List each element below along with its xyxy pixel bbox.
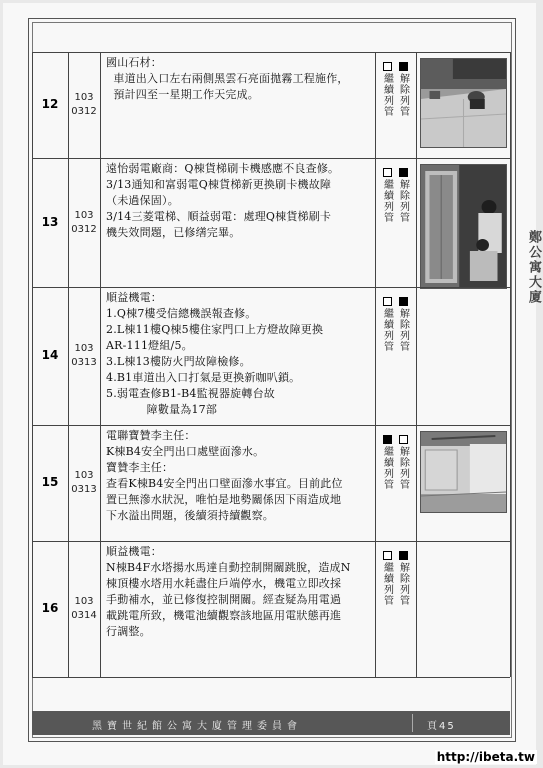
continue-checkbox[interactable]: [383, 168, 392, 177]
row-date: [68, 342, 100, 370]
date-year: 103: [74, 343, 94, 354]
status-continue[interactable]: [381, 551, 393, 606]
date-month-day: 0312: [71, 223, 97, 235]
release-label: 解除列管: [397, 73, 409, 117]
content-text: 順益機電： 1.Q棟7樓受信總機誤報查修。 2.L棟11樓Q棟5樓住家門口上方燈故障更換 AR-111燈組/5。 3.L棟13樓防火門故障檢修。 4.B1車道出入口打氣是更換新咖叭鎖。 5.弱電查修B1-B4監視器旋轉台故 障數量為17部: [106, 291, 324, 416]
content-text: 順益機電： N棟B4F水塔揚水馬達自動控制開關跳脫，造成N 棟頂樓水塔用水耗盡住戶端停水，機電立即改採 手動補水，並已修復控制開關。經查疑為用電過 載跳電所致，機電池續觀察該地區用電狀態再進 行調整。: [106, 545, 351, 638]
status-release[interactable]: [397, 551, 409, 606]
row-date: [68, 469, 100, 497]
footer-divider: [412, 714, 413, 732]
row-content: [100, 158, 375, 287]
footer-title: 黑寶世紀館公寓大廈管理委員會: [92, 721, 302, 732]
continue-label: 繼續列管: [381, 179, 393, 223]
release-checkbox[interactable]: [399, 62, 408, 71]
row-content: [100, 287, 375, 425]
continue-label: 繼續列管: [381, 308, 393, 352]
date-month-day: 0312: [71, 106, 97, 117]
content-text: 遠怡弱電廠商：Q棟貨梯刷卡機感應不良查修。 3/13通知和富弱電Q棟貨梯新更換刷卡機故障 （未過保固）。 3/14三菱電梯、順益弱電：處理Q棟貨梯刷卡 機失效問題，已修缮完畢。: [106, 162, 340, 239]
row-date: [68, 209, 100, 237]
row-content: [100, 541, 375, 677]
date-month-day: 0313: [71, 484, 97, 495]
release-checkbox[interactable]: [399, 168, 408, 177]
status-continue[interactable]: [381, 62, 393, 117]
date-month-day: 0314: [71, 610, 97, 621]
status-continue[interactable]: [381, 435, 393, 490]
row-date: [68, 91, 100, 119]
watermark: http://ibeta.tw: [436, 750, 535, 764]
release-label: 解除列管: [397, 446, 409, 490]
row-separator: [32, 677, 510, 678]
column-divider: [416, 52, 417, 677]
footer-bar: [32, 711, 510, 735]
row-number: 13: [41, 214, 59, 229]
row-number: 14: [41, 348, 59, 362]
continue-checkbox[interactable]: [383, 297, 392, 306]
status-release[interactable]: [397, 435, 409, 490]
row-number: 16: [41, 601, 59, 615]
status-continue[interactable]: [381, 297, 393, 352]
date-year: 103: [74, 209, 94, 221]
continue-label: 繼續列管: [381, 73, 393, 117]
release-checkbox[interactable]: [399, 435, 408, 444]
row-date: [68, 595, 100, 623]
release-checkbox[interactable]: [399, 297, 408, 306]
date-year: 103: [74, 596, 94, 607]
release-label: 解除列管: [397, 179, 409, 223]
continue-label: 繼續列管: [381, 446, 393, 490]
release-checkbox[interactable]: [399, 551, 408, 560]
side-stamp: 鄭公寓大廈: [526, 230, 541, 305]
stone-polishing-photo: [420, 58, 507, 148]
continue-checkbox[interactable]: [383, 62, 392, 71]
continue-checkbox[interactable]: [383, 551, 392, 560]
date-year: 103: [74, 92, 94, 103]
status-release[interactable]: [397, 62, 409, 117]
elevator-repair-photo: [420, 164, 507, 289]
column-divider: [32, 52, 33, 677]
release-label: 解除列管: [397, 562, 409, 606]
basement-door-photo: [420, 431, 507, 513]
date-year: 103: [74, 470, 94, 481]
status-release[interactable]: [397, 168, 409, 223]
row-number: 15: [41, 475, 59, 489]
row-number: 12: [41, 97, 59, 111]
column-divider: [100, 52, 101, 677]
continue-checkbox[interactable]: [383, 435, 392, 444]
content-text: 電聯寶贊李主任： K棟B4安全門出口處壁面滲水。 寶贊李主任： 查看K棟B4安全門出口壁面滲水事宜。目前此位 置已無滲水狀況，唯怕是地勢關係因下雨造成地 下水溢出問題，後續須持續觀察。: [106, 429, 343, 522]
page-number: 頁45: [427, 721, 456, 732]
column-divider: [510, 52, 511, 677]
column-divider: [68, 52, 69, 677]
content-text: 國山石材： 車道出入口左右兩側黑雲石亮面拋霧工程施作， 預計四至一星期工作天完成。: [106, 56, 349, 101]
release-label: 解除列管: [397, 308, 409, 352]
row-content: [100, 425, 375, 541]
status-continue[interactable]: [381, 168, 393, 223]
status-release[interactable]: [397, 297, 409, 352]
date-month-day: 0313: [71, 357, 97, 368]
continue-label: 繼續列管: [381, 562, 393, 606]
column-divider: [375, 52, 376, 677]
row-content: [100, 52, 375, 158]
